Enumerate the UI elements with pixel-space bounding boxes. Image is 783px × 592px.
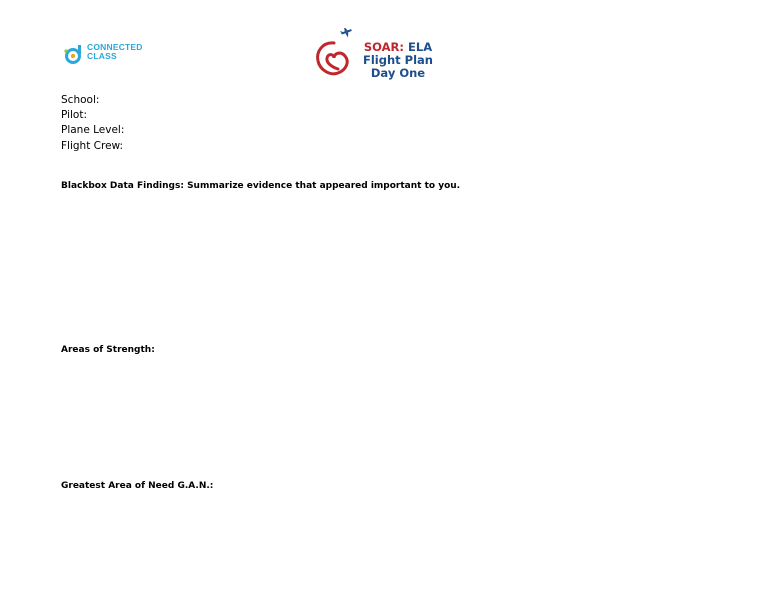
connected-class-logo-icon [63,43,85,65]
info-fields [61,93,124,154]
connected-class-logo [63,41,153,65]
flight-crew-label: Flight Crew: [61,139,124,152]
flight-plan-title: Flight Plan [363,53,433,67]
pilot-label: Pilot: [61,109,88,122]
blackbox-section [61,181,460,191]
need-section [61,481,213,491]
plane-level-label: Plane Level: [61,124,125,137]
soar-brand: SOAR: [363,40,404,54]
soar-title [362,41,434,80]
connected-class-line2: CLASS [87,51,117,61]
school-label: School: [61,94,100,106]
strength-label: Areas of Strength: [61,345,155,355]
connected-class-wordmark [87,43,143,61]
strength-section [61,345,155,355]
blackbox-label: Blackbox Data Findings [61,181,181,191]
soar-subject: ELA [408,40,433,54]
connected-class-line1: CONNECTED [87,42,143,52]
blackbox-description: : Summarize evidence that appeared important to you. [180,181,461,191]
need-label: Greatest Area of Need G.A.N.: [61,481,214,491]
soar-heart-plane-logo-icon [312,28,360,78]
day-title: Day One [370,66,426,80]
soar-logo [312,28,442,83]
